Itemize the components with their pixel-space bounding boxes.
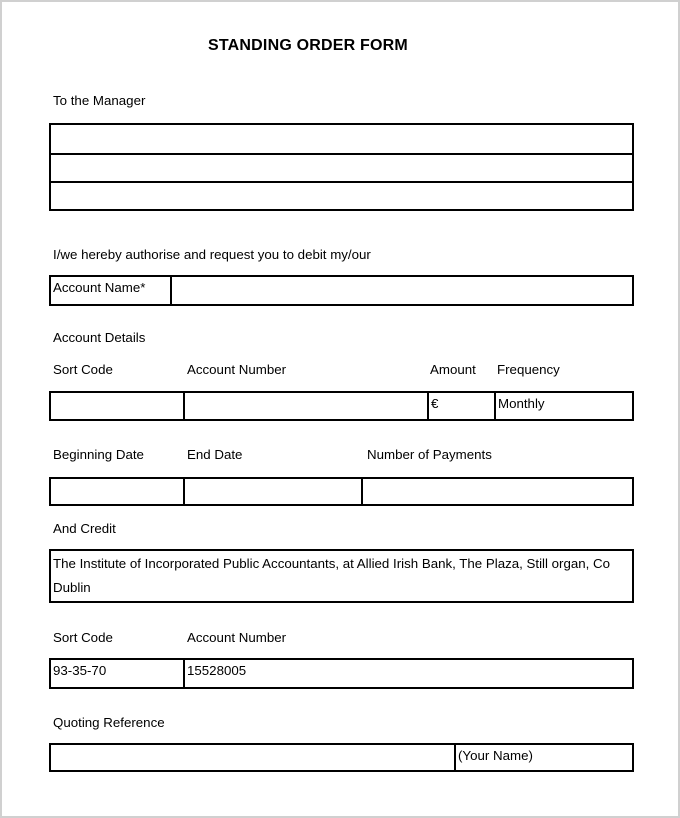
manager-address-table [49,123,634,211]
quoting-reference-hint-cell: (Your Name) [458,748,533,763]
schedule-table [49,477,634,506]
quoting-reference-heading: Quoting Reference [53,715,165,730]
account-name-label-cell: Account Name* [51,277,172,304]
beginning-date-header: Beginning Date [53,447,144,462]
manager-address-row-3[interactable] [51,183,632,209]
account-name-table [49,275,634,306]
amount-input-cell[interactable]: € [429,393,496,419]
frequency-header: Frequency [497,362,560,377]
page-title: STANDING ORDER FORM [208,37,408,54]
quoting-reference-table [49,743,634,772]
quoting-reference-input-cell[interactable] [51,745,456,770]
form-title-wrap [2,37,614,55]
account-details-heading: Account Details [53,330,146,345]
frequency-value-cell[interactable]: Monthly [498,396,545,411]
number-of-payments-input-cell[interactable] [363,479,632,504]
credit-beneficiary-text: The Institute of Incorporated Public Accountants, at Allied Irish Bank, The Plaza, Still organ, Co Dublin [53,556,611,595]
manager-address-row-1[interactable] [51,125,632,153]
and-credit-heading: And Credit [53,521,116,536]
end-date-header: End Date [187,447,243,462]
authorise-text: I/we hereby authorise and request you to debit my/our [53,247,371,262]
account-number-input-cell[interactable] [185,393,429,419]
sort-code-header: Sort Code [53,362,113,377]
end-date-input-cell[interactable] [185,479,363,504]
beginning-date-input-cell[interactable] [51,479,185,504]
number-of-payments-header: Number of Payments [367,447,492,462]
manager-address-row-2[interactable] [51,155,632,181]
credit-account-number-value: 15528005 [187,663,247,678]
credit-numbers-table [49,658,634,689]
amount-header: Amount [430,362,476,377]
credit-beneficiary-table [49,549,634,603]
sort-code-input-cell[interactable] [51,393,185,419]
credit-sort-code-header: Sort Code [53,630,113,645]
credit-account-number-header: Account Number [187,630,287,645]
account-number-header: Account Number [187,362,287,377]
account-name-input-cell[interactable] [172,277,632,304]
to-the-manager-label: To the Manager [53,93,146,108]
credit-sort-code-value: 93-35-70 [51,660,185,687]
account-details-table [49,391,634,421]
